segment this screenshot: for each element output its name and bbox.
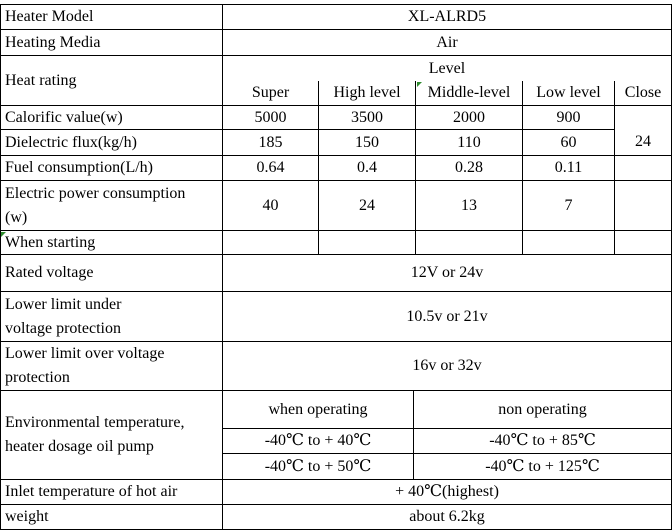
- rated-voltage-value: 12V or 24v: [223, 255, 672, 292]
- lower-over-value: 16v or 32v: [223, 342, 672, 391]
- electric-high: 24: [319, 181, 416, 231]
- env-non-operating-value-1: -40℃ to + 85℃: [414, 429, 672, 454]
- fuel-low: 0.11: [523, 156, 615, 181]
- starting-super: [223, 231, 319, 255]
- level-high: High level: [319, 81, 416, 106]
- lower-under-label: Lower limit under voltage protection: [0, 292, 223, 342]
- heating-media-label: Heating Media: [0, 30, 223, 56]
- inlet-value: + 40℃(highest): [223, 480, 672, 505]
- fuel-label: Fuel consumption(L/h): [0, 156, 223, 181]
- weight-label: weight: [0, 505, 223, 530]
- heating-media-value: Air: [223, 30, 672, 56]
- heater-model-label: Heater Model: [0, 4, 223, 30]
- electric-close: [615, 181, 672, 231]
- env-temp-label: Environmental temperature, heater dosage oil pump: [0, 391, 223, 480]
- fuel-super: 0.64: [223, 156, 319, 181]
- fuel-middle: 0.28: [416, 156, 523, 181]
- heater-model-value: XL-ALRD5: [223, 4, 672, 30]
- dielectric-low: 60: [523, 130, 615, 156]
- dielectric-middle: 110: [416, 130, 523, 156]
- weight-value: about 6.2kg: [223, 505, 672, 530]
- env-non-operating-value-2: -40℃ to + 125℃: [414, 454, 672, 480]
- fuel-high: 0.4: [319, 156, 416, 181]
- starting-middle: [416, 231, 523, 255]
- electric-low: 7: [523, 181, 615, 231]
- heat-rating-label: Heat rating: [0, 56, 223, 106]
- level-middle: Middle-level: [416, 81, 523, 106]
- dielectric-high: 150: [319, 130, 416, 156]
- dielectric-close: 24: [615, 106, 672, 156]
- calorific-high: 3500: [319, 106, 416, 130]
- env-non-operating-header: non operating: [414, 391, 672, 429]
- comment-marker: [1, 232, 6, 237]
- level-header: Level: [223, 56, 672, 81]
- level-close: Close: [615, 81, 672, 106]
- electric-middle: 13: [416, 181, 523, 231]
- calorific-low: 900: [523, 106, 615, 130]
- starting-low: [523, 231, 615, 255]
- lower-over-label: Lower limit over voltage protection: [0, 342, 223, 391]
- inlet-label: Inlet temperature of hot air: [0, 480, 223, 505]
- starting-close: [615, 231, 672, 255]
- calorific-super: 5000: [223, 106, 319, 130]
- electric-super: 40: [223, 181, 319, 231]
- comment-marker: [417, 82, 422, 87]
- starting-high: [319, 231, 416, 255]
- level-low: Low level: [523, 81, 615, 106]
- env-operating-value-1: -40℃ to + 40℃: [223, 429, 414, 454]
- rated-voltage-label: Rated voltage: [0, 255, 223, 292]
- calorific-label: Calorific value(w): [0, 106, 223, 130]
- level-super: Super: [223, 81, 319, 106]
- starting-label: When starting: [0, 231, 223, 255]
- electric-label: Electric power consumption (w): [0, 181, 223, 231]
- fuel-close: [615, 156, 672, 181]
- calorific-middle: 2000: [416, 106, 523, 130]
- dielectric-label: Dielectric flux(kg/h): [0, 130, 223, 156]
- env-operating-value-2: -40℃ to + 50℃: [223, 454, 414, 480]
- lower-under-value: 10.5v or 21v: [223, 292, 672, 342]
- dielectric-super: 185: [223, 130, 319, 156]
- env-operating-header: when operating: [223, 391, 414, 429]
